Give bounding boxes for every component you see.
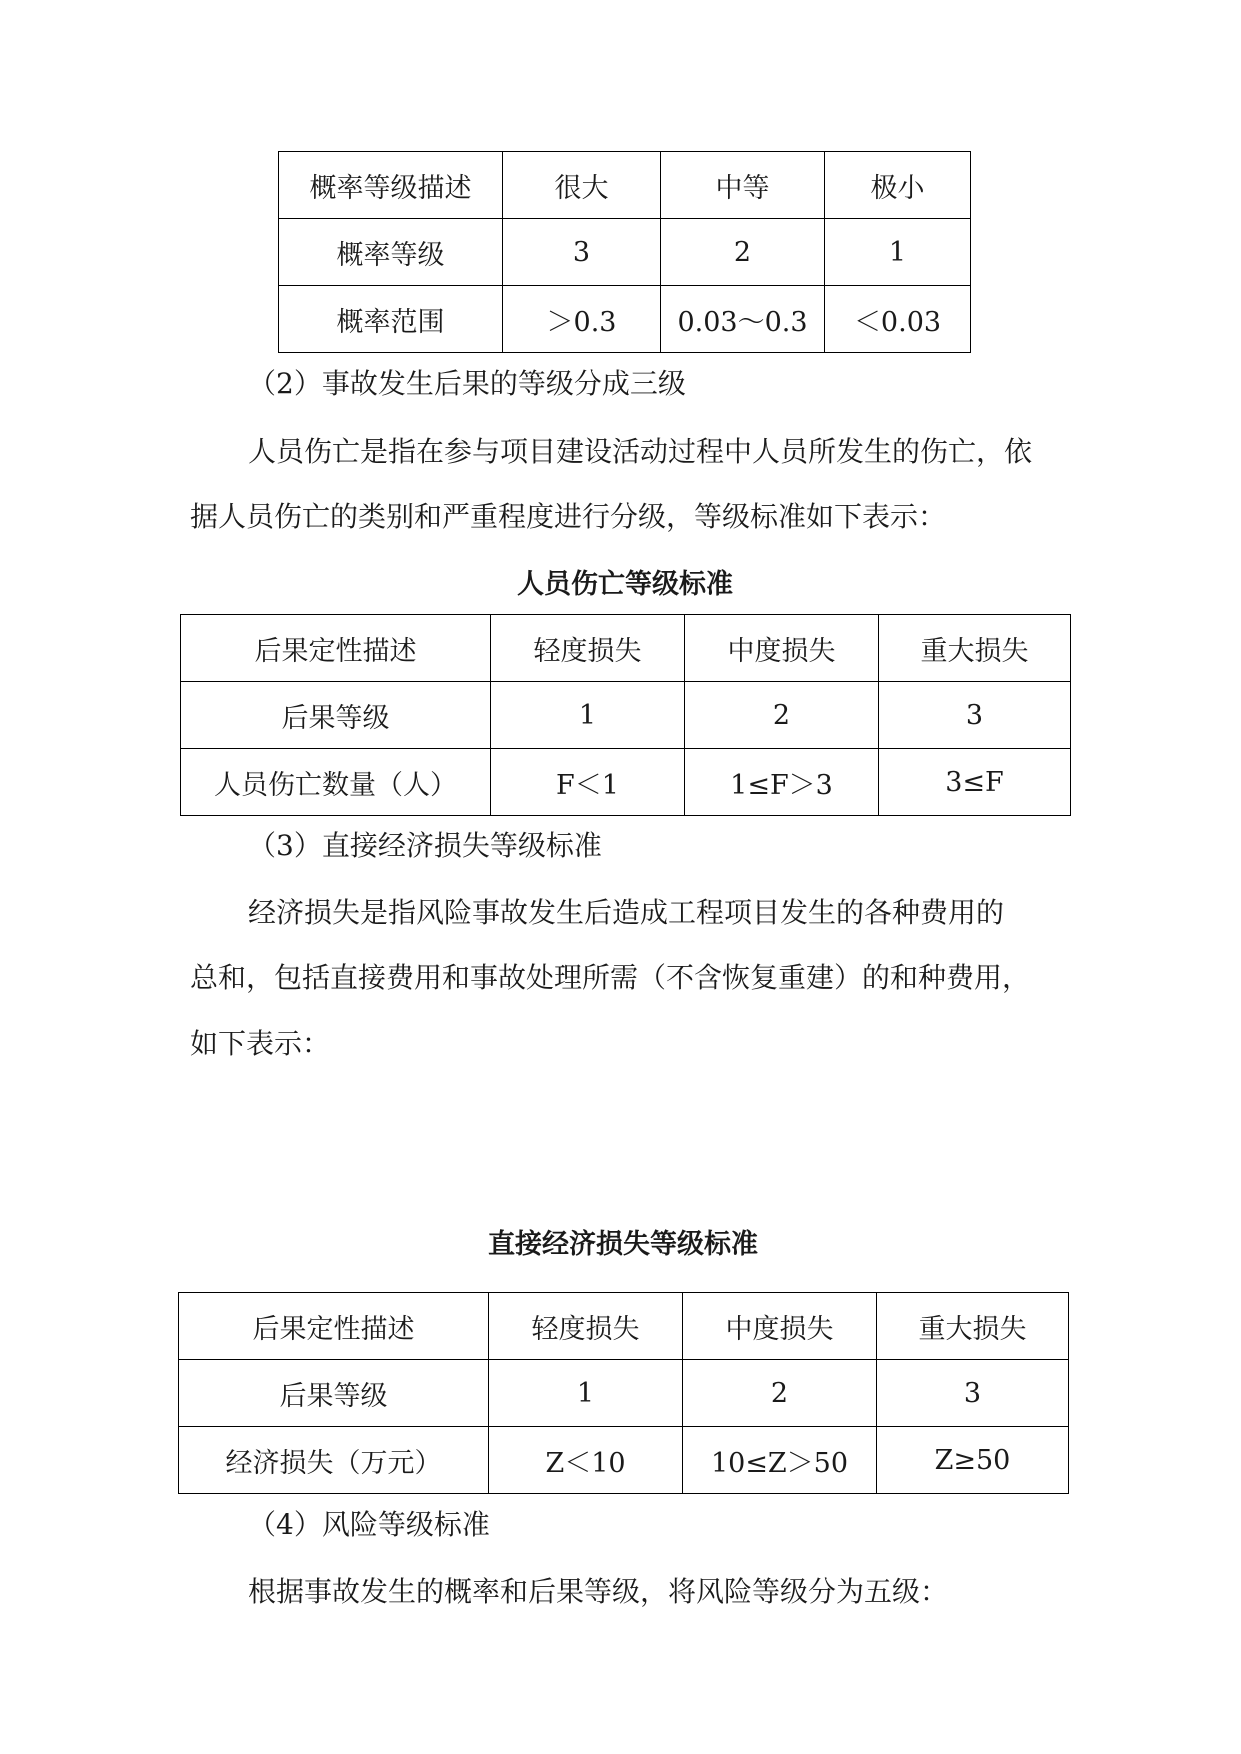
paragraph-line: 根据事故发生的概率和后果等级，将风险等级分为五级： bbox=[248, 1575, 949, 1608]
table-cell: 概率范围 bbox=[279, 286, 503, 353]
table-cell: 后果等级 bbox=[179, 1360, 489, 1427]
table-cell: 1 bbox=[825, 219, 971, 286]
table-row bbox=[179, 1293, 1069, 1360]
table-cell: ＞0.3 bbox=[503, 286, 661, 353]
table-cell: Z＜10 bbox=[489, 1427, 683, 1494]
probability-level-table bbox=[278, 151, 971, 353]
table-cell: F＜1 bbox=[491, 749, 685, 816]
paragraph-line: 如下表示： bbox=[190, 1027, 331, 1060]
table-row bbox=[181, 615, 1071, 682]
table-cell: 很大 bbox=[503, 152, 661, 219]
table-row bbox=[279, 286, 971, 353]
paragraph-line: 总和，包括直接费用和事故处理所需（不含恢复重建）的和种费用， bbox=[190, 961, 1031, 994]
table-cell: 3≤F bbox=[879, 749, 1071, 816]
table-cell: 人员伤亡数量（人） bbox=[181, 749, 491, 816]
table-cell: 极小 bbox=[825, 152, 971, 219]
paragraph-line: 人员伤亡是指在参与项目建设活动过程中人员所发生的伤亡，依 bbox=[248, 435, 1033, 468]
table-cell: 经济损失（万元） bbox=[179, 1427, 489, 1494]
table-cell: 0.03～0.3 bbox=[661, 286, 825, 353]
table-cell: 1≤F＞3 bbox=[685, 749, 879, 816]
table-cell: 3 bbox=[503, 219, 661, 286]
table-cell: Z≥50 bbox=[877, 1427, 1069, 1494]
section-heading-4: （4）风险等级标准 bbox=[248, 1508, 490, 1541]
economic-loss-table bbox=[178, 1292, 1069, 1494]
table-cell: 后果等级 bbox=[181, 682, 491, 749]
table-cell: 3 bbox=[877, 1360, 1069, 1427]
table-row bbox=[279, 219, 971, 286]
table-cell: 概率等级描述 bbox=[279, 152, 503, 219]
table-row bbox=[181, 682, 1071, 749]
table-row bbox=[279, 152, 971, 219]
section-heading-2: （2）事故发生后果的等级分成三级 bbox=[248, 367, 686, 400]
table-cell: 1 bbox=[489, 1360, 683, 1427]
table-row bbox=[181, 749, 1071, 816]
table-cell: 后果定性描述 bbox=[179, 1293, 489, 1360]
table-cell: 轻度损失 bbox=[491, 615, 685, 682]
table-cell: 2 bbox=[661, 219, 825, 286]
table-cell: 2 bbox=[683, 1360, 877, 1427]
table-caption-casualty: 人员伤亡等级标准 bbox=[517, 569, 733, 600]
table-row bbox=[179, 1427, 1069, 1494]
table-cell: 1 bbox=[491, 682, 685, 749]
table-cell: ＜0.03 bbox=[825, 286, 971, 353]
paragraph-line: 经济损失是指风险事故发生后造成工程项目发生的各种费用的 bbox=[248, 896, 1005, 929]
table-cell: 轻度损失 bbox=[489, 1293, 683, 1360]
table-cell: 中度损失 bbox=[683, 1293, 877, 1360]
table-cell: 重大损失 bbox=[879, 615, 1071, 682]
table-cell: 10≤Z＞50 bbox=[683, 1427, 877, 1494]
table-cell: 2 bbox=[685, 682, 879, 749]
table-row bbox=[179, 1360, 1069, 1427]
table-caption-economic: 直接经济损失等级标准 bbox=[488, 1229, 758, 1260]
table-cell: 3 bbox=[879, 682, 1071, 749]
section-heading-3: （3）直接经济损失等级标准 bbox=[248, 829, 602, 862]
casualty-level-table bbox=[180, 614, 1071, 816]
table-cell: 概率等级 bbox=[279, 219, 503, 286]
table-cell: 重大损失 bbox=[877, 1293, 1069, 1360]
paragraph-line: 据人员伤亡的类别和严重程度进行分级，等级标准如下表示： bbox=[190, 500, 947, 533]
table-cell: 中等 bbox=[661, 152, 825, 219]
table-cell: 中度损失 bbox=[685, 615, 879, 682]
table-cell: 后果定性描述 bbox=[181, 615, 491, 682]
